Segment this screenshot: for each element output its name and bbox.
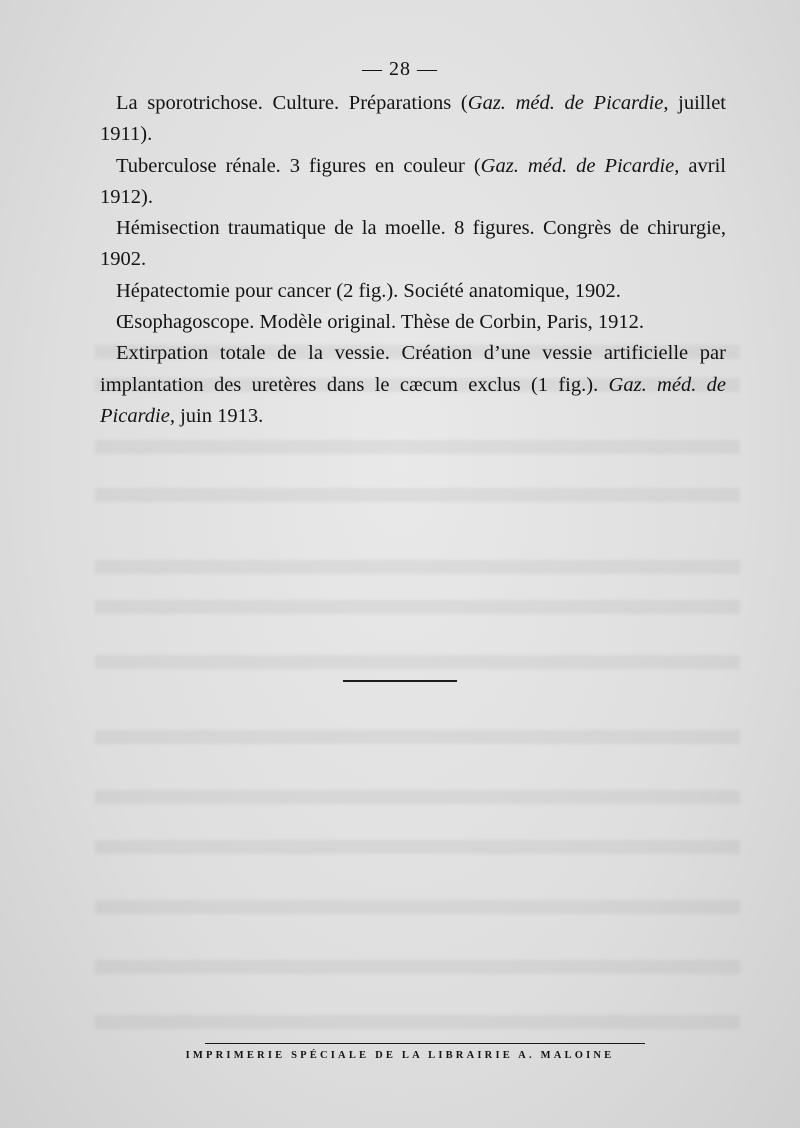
bibliography-entry bbox=[100, 338, 726, 432]
show-through-line bbox=[95, 600, 740, 614]
journal-title: Gaz. méd. de Picardie bbox=[100, 373, 726, 427]
journal-title: Gaz. méd. de Picardie bbox=[480, 154, 675, 177]
printer-imprint: IMPRIMERIE SPÉCIALE DE LA LIBRAIRIE A. MALOINE bbox=[185, 1050, 615, 1061]
show-through-line bbox=[95, 960, 740, 974]
entry-text: Hépatectomie pour cancer (2 fig.). Société anatomique, 1902. bbox=[116, 279, 621, 302]
entry-text: , juin 1913. bbox=[169, 404, 264, 427]
entry-text: Œsophagoscope. Modèle original. Thèse de Corbin, Paris, 1912. bbox=[116, 311, 644, 334]
show-through-line bbox=[95, 900, 740, 914]
show-through-line bbox=[95, 440, 740, 454]
entry-text: , juillet 1911). bbox=[100, 92, 726, 146]
show-through-line bbox=[95, 790, 740, 804]
entry-text: Extirpation totale de la vessie. Création d’une vessie artificielle par implantation des uretères dans le cæcum exclus (1 fig.). bbox=[100, 342, 726, 396]
entry-text: Hémisection traumatique de la moelle. 8 figures. Congrès de chirurgie, 1902. bbox=[100, 217, 726, 271]
footer-rule bbox=[205, 1043, 645, 1044]
show-through-line bbox=[95, 488, 740, 502]
bibliography-list bbox=[100, 88, 726, 432]
journal-title: Gaz. méd. de Picardie bbox=[467, 92, 664, 114]
bibliography-entry bbox=[100, 88, 726, 151]
section-divider bbox=[343, 680, 457, 682]
bibliography-entry bbox=[100, 213, 726, 276]
bibliography-entry bbox=[100, 276, 726, 307]
bibliography-entry bbox=[100, 151, 726, 214]
entry-text: , avril 1912). bbox=[100, 154, 726, 208]
entry-text: Tuberculose rénale. 3 figures en couleur ( bbox=[116, 154, 481, 177]
page-number: — 28 — bbox=[362, 58, 438, 80]
show-through-line bbox=[95, 840, 740, 854]
show-through-line bbox=[95, 655, 740, 669]
bibliography-entry bbox=[100, 307, 726, 338]
show-through-line bbox=[95, 560, 740, 574]
entry-text: La sporotrichose. Culture. Préparations ( bbox=[116, 92, 468, 114]
show-through-line bbox=[95, 730, 740, 744]
show-through-line bbox=[95, 1015, 740, 1029]
